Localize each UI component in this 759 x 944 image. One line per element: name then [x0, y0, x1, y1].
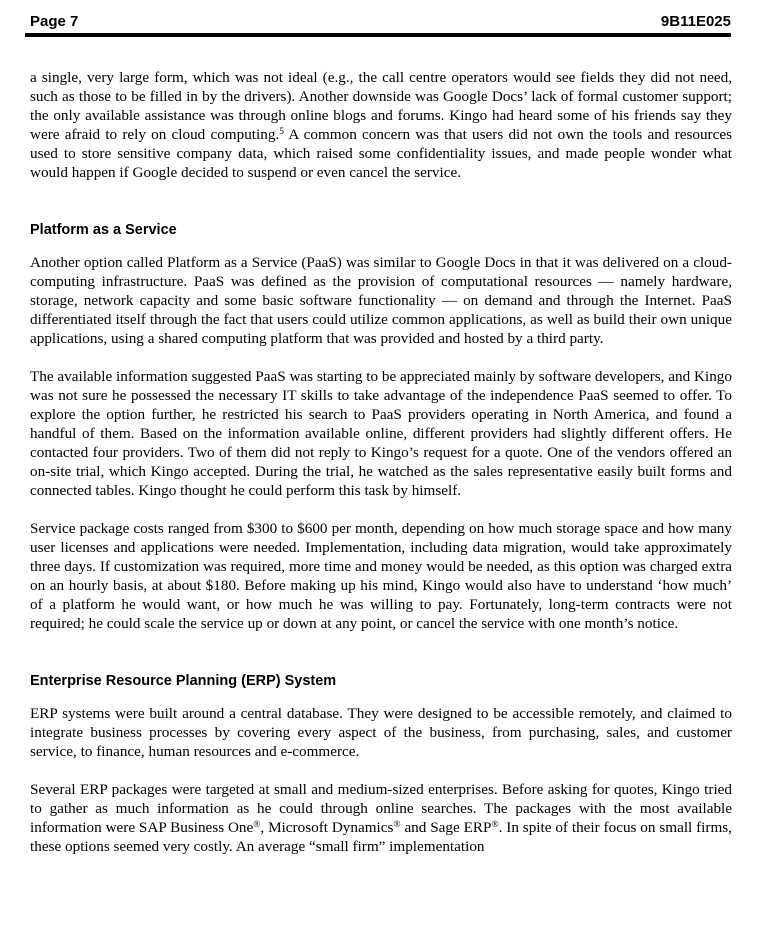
paragraph-text: and Sage ERP — [400, 819, 492, 837]
paragraph-text: A common concern was that users did not own the tools and resources used to store sensitive company data, which raised some confidentiality issues, and made people wonder what would happen if Google decided to suspend or even cancel the service. — [30, 126, 733, 182]
header-rule — [25, 33, 731, 37]
paragraph-paas-exploration: The available information suggested PaaS was starting to be appreciated mainly by software developers, and Kingo was not sure he possessed the necessary IT skills to take advantage of the independence PaaS seemed to offer. To explore the option further, he restricted his search to PaaS providers operating in North America, and found a handful of them. Based on the information available online, different providers had slightly different offers. He contacted four providers. Two of them did not reply to Kingo’s request for a quote. One of the vendors offered an on-site trial, which Kingo accepted. During the trial, he watched as the sales representative easily built forms and connected tables. Kingo thought he could perform this task by himself. — [30, 368, 732, 500]
page-number: Page 7 — [30, 13, 79, 30]
paragraph-erp-definition: ERP systems were built around a central database. They were designed to be accessible remotely, and claimed to integrate business processes by covering every aspect of the business, from purchasing, sales, and customer service, to finance, human resources and e-commerce. — [30, 705, 732, 761]
page-header — [0, 0, 759, 31]
section-heading-paas: Platform as a Service — [30, 222, 177, 239]
paragraph-paas-costs: Service package costs ranged from $300 to $600 per month, depending on how much storage space and how many user licenses and applications were needed. Implementation, including data migration, would take approximately three days. If customization was required, more time and money would be needed, as this option was charged extra on an hourly basis, at about $180. Before making up his mind, Kingo would also have to understand ‘how much’ of a platform he would want, or how much he was willing to pay. Fortunately, long-term contracts were not required; he could scale the service up or down at any point, or cancel the service with one month’s notice. — [30, 520, 732, 633]
paragraph-google-docs-concerns — [30, 68, 732, 182]
document-content — [0, 68, 759, 856]
paragraph-text: , Microsoft Dynamics — [260, 819, 394, 837]
paragraph-text: a single, very large form, which was not ideal (e.g., the call centre operators would see fields they did not need, such as those to be filled in by the drivers). Another downside was Google Docs’ lack of formal customer support; the only available assistance was through online blogs and forums. Kingo had heard some of his friends say they were afraid to rely on cloud computing. — [30, 69, 732, 144]
registered-trademark-icon: ® — [491, 820, 499, 831]
registered-trademark-icon: ® — [253, 820, 261, 831]
footnote-ref-5: 5 — [279, 127, 284, 138]
document-code: 9B11E025 — [660, 13, 731, 30]
paragraph-erp-packages — [30, 780, 732, 856]
paragraph-text: Several ERP packages were targeted at small and medium-sized enterprises. Before asking for quotes, Kingo tried to gather as much information as he could through online searches. The packages with the most available information were SAP Business One — [30, 781, 732, 837]
registered-trademark-icon: ® — [393, 820, 401, 831]
paragraph-paas-definition: Another option called Platform as a Service (PaaS) was similar to Google Docs in that it was delivered on a cloud-computing infrastructure. PaaS was defined as the provision of computational resources — namely hardware, storage, network capacity and some basic software functionality — on demand and through the Internet. PaaS differentiated itself through the fact that users could utilize common applications, as well as build their own unique applications, using a shared computing platform that was provided and hosted by a third party. — [30, 254, 732, 348]
paragraph-text: . In spite of their focus on small firms, these options seemed very costly. An average “small firm” implementation — [30, 819, 732, 856]
section-heading-erp: Enterprise Resource Planning (ERP) System — [30, 673, 337, 690]
